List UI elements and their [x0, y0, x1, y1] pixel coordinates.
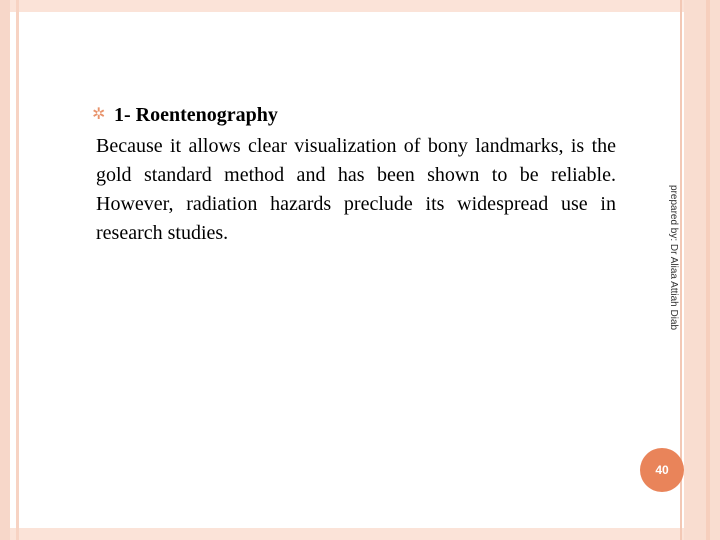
author-side-label: prepared by: Dr Aliaa Attiah Diab	[668, 185, 679, 331]
border-right-bar	[684, 0, 720, 540]
border-bottom	[0, 528, 720, 540]
page-number-badge: 40	[640, 448, 684, 492]
border-right-inner	[706, 0, 710, 540]
border-top	[0, 0, 720, 12]
slide-body-text: Because it allows clear visualization of bony landmarks, is the gold standard method and has been shown to be reliable. However, radiation hazards preclude its widespread use in research studies.	[96, 135, 616, 244]
slide-content	[92, 100, 616, 248]
heading-row	[92, 100, 616, 130]
border-left-line	[16, 0, 19, 540]
gear-bullet-icon: ✲	[92, 106, 106, 123]
slide-heading: 1- Roentenography	[114, 104, 278, 126]
border-left-bar	[0, 0, 10, 540]
